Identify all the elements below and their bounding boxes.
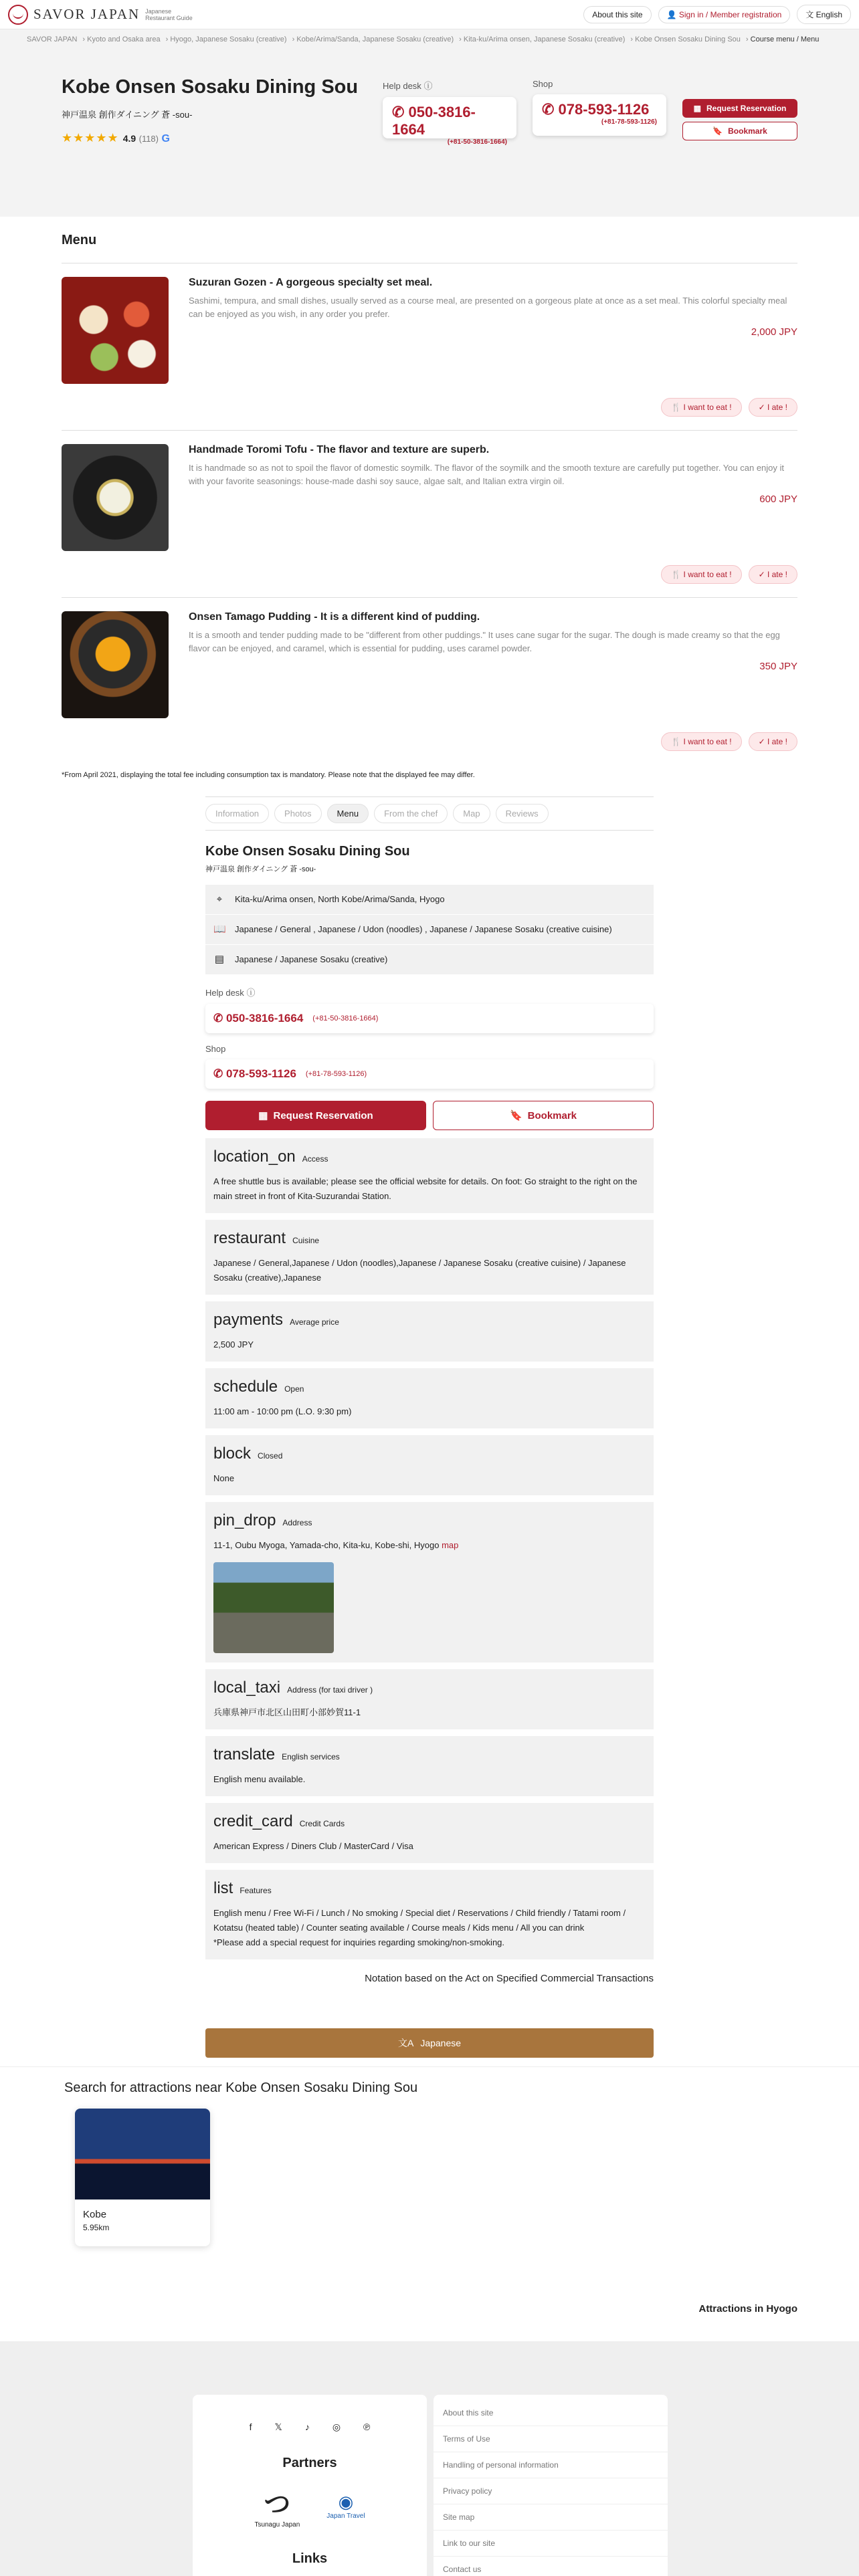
section-text: 2,500 JPY [213, 1339, 254, 1350]
check-icon: ✓ [758, 570, 767, 579]
food-photo[interactable] [62, 611, 169, 718]
page-title: Kobe Onsen Sosaku Dining Sou [62, 76, 359, 98]
logo[interactable] [8, 5, 193, 25]
cuisine-text: Japanese / General , Japanese / Udon (noodles) , Japanese / Japanese Sosaku (creative cuisine) [235, 924, 612, 934]
english-section [205, 1736, 654, 1796]
reserve-label: Request Reservation [706, 104, 787, 113]
section-label: English services [282, 1752, 340, 1761]
bookmark-button[interactable] [433, 1101, 654, 1130]
review-count: (118) [138, 134, 159, 144]
links-heading: Links [292, 2551, 328, 2566]
fork-icon: 🍴 [671, 570, 684, 579]
tax-note: *From April 2021, displaying the total fee including consumption tax is mandatory. Please note that the displayed fee may differ. [62, 771, 475, 779]
phone-icon: ✆ [213, 1012, 226, 1025]
logo-sub-2: Restaurant Guide [145, 14, 193, 21]
shop-phone[interactable] [533, 94, 666, 136]
block-icon: block [213, 1444, 252, 1463]
divider [0, 2058, 859, 2067]
tab-map[interactable]: Map [453, 804, 490, 823]
person-icon: 👤 [666, 9, 679, 19]
menu-section [0, 217, 859, 764]
section-text: American Express / Diners Club / MasterCard / Visa [213, 1841, 413, 1851]
local-taxi-icon: local_taxi [213, 1679, 281, 1697]
restaurant-name: Kobe Onsen Sosaku Dining Sou [205, 844, 410, 859]
help-desk-label: Help desk [205, 988, 244, 998]
japan-travel-logo[interactable]: ◉ Japan Travel [326, 2492, 365, 2520]
notation-link[interactable]: Notation based on the Act on Specified Commercial Transactions [365, 1973, 654, 1984]
menu-book-icon: 📖 [213, 924, 226, 935]
section-label: Address (for taxi driver ) [287, 1685, 373, 1695]
partner-name: Japan Travel [326, 2512, 365, 2520]
menu-item-desc: It is a smooth and tender pudding made to be "different from other puddings." It uses cane sugar for the sugar. The dough is made creamy so that the egg flavor can be enjoyed, and caramel, which is essential for pudding, uses caramel powder. [189, 630, 780, 653]
rating-value: 4.9 [122, 133, 136, 144]
menu-item-title: Suzuran Gozen - A gorgeous specialty set meal. [189, 277, 433, 288]
summary-box [205, 885, 654, 975]
menu-item-desc: It is handmade so as not to spoil the flavor of domestic soymilk. The flavor of the soymilk and the smooth texture are carefully put together. You can enjoy it with your favorite seasonings: house-made dashi soy sauce, algae salt, and Italian extra virgin oil. [189, 463, 785, 486]
shop-number: 078-593-1126 [558, 101, 650, 118]
ate-label: I ate ! [767, 570, 787, 579]
cuisine-section [205, 1220, 654, 1295]
section-label: Access [302, 1154, 328, 1164]
japanese-button[interactable] [205, 2028, 654, 2058]
price-section [205, 1301, 654, 1362]
section-label: Average price [290, 1317, 339, 1327]
menu-item-price: 600 JPY [759, 494, 797, 505]
signin-link[interactable] [658, 6, 791, 23]
help-intl: (+81-50-3816-1664) [447, 138, 507, 146]
translate-icon: 文 [805, 10, 816, 19]
logo-text: SAVOR JAPAN [33, 6, 140, 22]
menu-item-desc: Sashimi, tempura, and small dishes, usually served as a course meal, are presented on a gorgeous plate at once as a set meal. This colorful specialty meal can be enjoyed as you wish, in any order you prefer. [189, 296, 787, 319]
pin-drop-icon: pin_drop [213, 1511, 276, 1529]
smoking-note: *Please add a special request for inquiries regarding smoking/non-smoking. [213, 1937, 505, 1947]
attractions-more-link[interactable]: Attractions in Hyogo [698, 2303, 797, 2315]
translate-icon: translate [213, 1745, 276, 1763]
fork-icon: 🍴 [671, 403, 684, 412]
bookmark-label: Bookmark [728, 126, 767, 136]
name-jp: 神戸温泉 創作ダイニング 蒼 -sou- [205, 865, 316, 873]
menu-item [62, 263, 797, 430]
attractions-section [0, 2067, 859, 2315]
access-section [205, 1138, 654, 1213]
location-on-icon: location_on [213, 1148, 296, 1166]
open-section [205, 1368, 654, 1428]
footer-link[interactable]: Link to our site [434, 2531, 668, 2557]
tab-photos[interactable]: Photos [274, 804, 321, 823]
tiktok-icon[interactable]: ♪ [304, 2422, 310, 2432]
shop-intl: (+81-78-593-1126) [305, 1070, 367, 1078]
star-rating-icon: ★★★★★ [62, 131, 119, 144]
check-icon: ✓ [758, 737, 767, 746]
calendar-icon: ▦ [258, 1110, 268, 1121]
logo-sub-1: Japanese [145, 7, 172, 15]
want-to-eat-button[interactable] [661, 398, 741, 417]
attraction-photo [75, 2109, 210, 2199]
attractions-title: Search for attractions near Kobe Onsen Sosaku Dining Sou [64, 2080, 418, 2095]
partners-heading: Partners [282, 2456, 337, 2470]
section-label: Credit Cards [299, 1819, 345, 1828]
help-icon[interactable]: ⓘ [423, 81, 433, 91]
want-to-eat-button[interactable] [661, 565, 741, 584]
tsunagu-japan-logo[interactable]: つ Tsunagu Japan [254, 2490, 300, 2529]
logo-icon [8, 5, 28, 25]
footer-link[interactable]: Handling of personal information [434, 2452, 668, 2478]
want-label: I want to eat ! [683, 737, 732, 746]
top-bar [0, 0, 859, 29]
instagram-icon[interactable]: ◎ [332, 2422, 341, 2432]
tab-information[interactable]: Information [205, 804, 269, 823]
language-select[interactable] [797, 5, 851, 24]
section-text: None [213, 1473, 235, 1483]
section-label: Open [284, 1384, 304, 1394]
phone-icon: ✆ [392, 104, 409, 120]
attraction-distance: 5.95km [83, 2223, 110, 2232]
credit-card-icon: credit_card [213, 1812, 293, 1830]
pinterest-icon[interactable]: ℗ [363, 2422, 371, 2432]
menu-item-title: Onsen Tamago Pudding - It is a different kind of pudding. [189, 611, 480, 623]
restaurant-icon: restaurant [213, 1229, 286, 1247]
shop-number: 078-593-1126 [225, 1067, 296, 1080]
menu-item [62, 597, 797, 764]
help-number: 050-3816-1664 [392, 104, 476, 138]
want-to-eat-button[interactable] [661, 732, 741, 751]
section-text: 11:00 am - 10:00 pm (L.O. 9:30 pm) [213, 1406, 352, 1416]
footer [0, 2341, 859, 2576]
tab-from-the-chef[interactable]: From the chef [374, 804, 448, 823]
address-text: 11-1, Oubu Myoga, Yamada-cho, Kita-ku, Kobe-shi, Hyogo [213, 1540, 440, 1550]
attraction-card[interactable] [75, 2109, 210, 2246]
calendar-icon: ▦ [693, 104, 701, 113]
shop-intl: (+81-78-593-1126) [601, 118, 657, 126]
ate-label: I ate ! [767, 403, 787, 412]
food-photo[interactable] [62, 444, 169, 551]
bookmark-icon: 🔖 [712, 126, 723, 136]
breadcrumb-item[interactable]: Hyogo, Japanese Sosaku (creative) [170, 35, 287, 43]
attraction-name: Kobe [83, 2209, 107, 2220]
breadcrumb-item[interactable]: Kobe Onsen Sosaku Dining Sou [635, 35, 741, 43]
bookmark-icon: 🔖 [509, 1110, 522, 1121]
reserve-button[interactable] [205, 1101, 426, 1130]
info-column [205, 796, 654, 2058]
section-text: English menu available. [213, 1774, 306, 1784]
restaurant-header [0, 63, 859, 217]
section-label: Features [240, 1886, 272, 1895]
phone-icon: ✆ [213, 1067, 226, 1080]
check-icon: ✓ [758, 403, 767, 412]
shop-label: Shop [533, 79, 553, 89]
shop-phone[interactable] [205, 1059, 654, 1089]
signin-label: Sign in / Member registration [678, 9, 782, 19]
food-photo[interactable] [62, 277, 169, 384]
section-text: Japanese / General,Japanese / Udon (noodles),Japanese / Japanese Sosaku (creative cuisine) / Japanese Sosaku (creative),Japanese [213, 1258, 626, 1283]
footer-link[interactable]: Contact us [434, 2557, 668, 2576]
section-text: English menu / Free Wi-Fi / Lunch / No smoking / Special diet / Reservations / Child friendly / Tatami room / Kotatsu (heated table) / Counter seating available / Course meals / Kids menu / All you can drink [213, 1908, 626, 1933]
ate-button[interactable] [749, 565, 797, 584]
breadcrumb-item[interactable]: Kyoto and Osaka area [87, 35, 161, 43]
footer-link[interactable]: About this site [434, 2400, 668, 2426]
help-number: 050-3816-1664 [225, 1012, 304, 1025]
want-label: I want to eat ! [683, 570, 732, 579]
breadcrumb: SAVOR JAPAN › Kyoto and Osaka area › Hyogo, Japanese Sosaku (creative) › Kobe/Arima/Sanda, Japanese Sosaku (creative) › Kita-ku/Arima onsen, Japanese Sosaku (creative) › Kobe Onsen Sosaku Dining Sou › Course menu / Menu [0, 29, 859, 63]
phone-icon: ✆ [542, 101, 559, 118]
shop-label: Shop [205, 1044, 226, 1054]
menu-item-title: Handmade Toromi Tofu - The flavor and texture are superb. [189, 444, 490, 455]
section-label: Address [282, 1518, 312, 1527]
reserve-button[interactable] [682, 99, 797, 118]
menu-item-price: 350 JPY [759, 661, 797, 672]
japanese-label: Japanese [420, 2038, 462, 2048]
section-text: 兵庫県神戸市北区山田町小部妙賀11-1 [213, 1707, 361, 1717]
map-link[interactable]: map [442, 1540, 459, 1550]
location-icon: ⌖ [216, 893, 223, 905]
footer-nav [434, 2395, 668, 2576]
ate-button[interactable] [749, 398, 797, 417]
list-icon: list [213, 1879, 233, 1897]
menu-item-price: 2,000 JPY [751, 326, 797, 338]
help-desk-phone[interactable] [383, 97, 516, 146]
taxi-section [205, 1669, 654, 1729]
footer-link[interactable]: Site map [434, 2504, 668, 2531]
name-jp: 神戸温泉 創作ダイニング 蒼 -sou- [62, 110, 193, 120]
features-section [205, 1870, 654, 1959]
about-link[interactable]: About this site [583, 6, 651, 23]
language-label: English [816, 10, 842, 19]
schedule-icon: schedule [213, 1378, 278, 1396]
x-icon[interactable]: 𝕏 [274, 2422, 282, 2432]
partner-name: Tsunagu Japan [254, 2521, 300, 2529]
genre-text: Japanese / Japanese Sosaku (creative) [235, 954, 388, 964]
tab-menu[interactable]: Menu [327, 804, 369, 823]
tab-bar [205, 796, 654, 831]
payments-icon: payments [213, 1311, 284, 1329]
fork-icon: 🍴 [671, 737, 684, 746]
menu-title: Menu [62, 233, 97, 247]
breadcrumb-current: Course menu / Menu [750, 35, 820, 43]
storefront-photo[interactable] [213, 1562, 334, 1653]
rating[interactable] [62, 131, 358, 145]
footer-link[interactable]: Terms of Use [434, 2426, 668, 2452]
section-text: A free shuttle bus is available; please see the official website for details. On foot: Go straight to the right on the main street in front of Kita-Suzurandai Station. [213, 1176, 638, 1201]
breadcrumb-item[interactable]: Kita-ku/Arima onsen, Japanese Sosaku (creative) [463, 35, 626, 43]
translate-icon: 文A [397, 2038, 414, 2048]
help-icon[interactable]: ⓘ [246, 988, 256, 998]
reserve-label: Request Reservation [273, 1109, 373, 1121]
ate-button[interactable] [749, 732, 797, 751]
help-desk-label: Help desk [383, 81, 421, 91]
bookmark-button[interactable] [682, 122, 797, 140]
want-label: I want to eat ! [683, 403, 732, 412]
tab-reviews[interactable]: Reviews [496, 804, 549, 823]
section-label: Cuisine [292, 1236, 320, 1245]
area-text: Kita-ku/Arima onsen, North Kobe/Arima/Sanda, Hyogo [235, 894, 445, 904]
google-icon: G [161, 133, 170, 144]
bookmark-label: Bookmark [527, 1109, 577, 1121]
menu-item [62, 430, 797, 597]
help-desk-phone[interactable] [205, 1004, 654, 1033]
help-intl: (+81-50-3816-1664) [312, 1014, 379, 1023]
closed-section [205, 1435, 654, 1495]
footer-link[interactable]: Privacy policy [434, 2478, 668, 2504]
breadcrumb-item[interactable]: SAVOR JAPAN [27, 35, 78, 43]
breadcrumb-item[interactable]: Kobe/Arima/Sanda, Japanese Sosaku (creative) [296, 35, 454, 43]
facebook-icon[interactable]: f [249, 2422, 252, 2432]
section-label: Closed [258, 1451, 283, 1461]
cards-section [205, 1803, 654, 1863]
ate-label: I ate ! [767, 737, 787, 746]
address-section [205, 1502, 654, 1662]
storefront-icon: ▤ [214, 954, 225, 965]
